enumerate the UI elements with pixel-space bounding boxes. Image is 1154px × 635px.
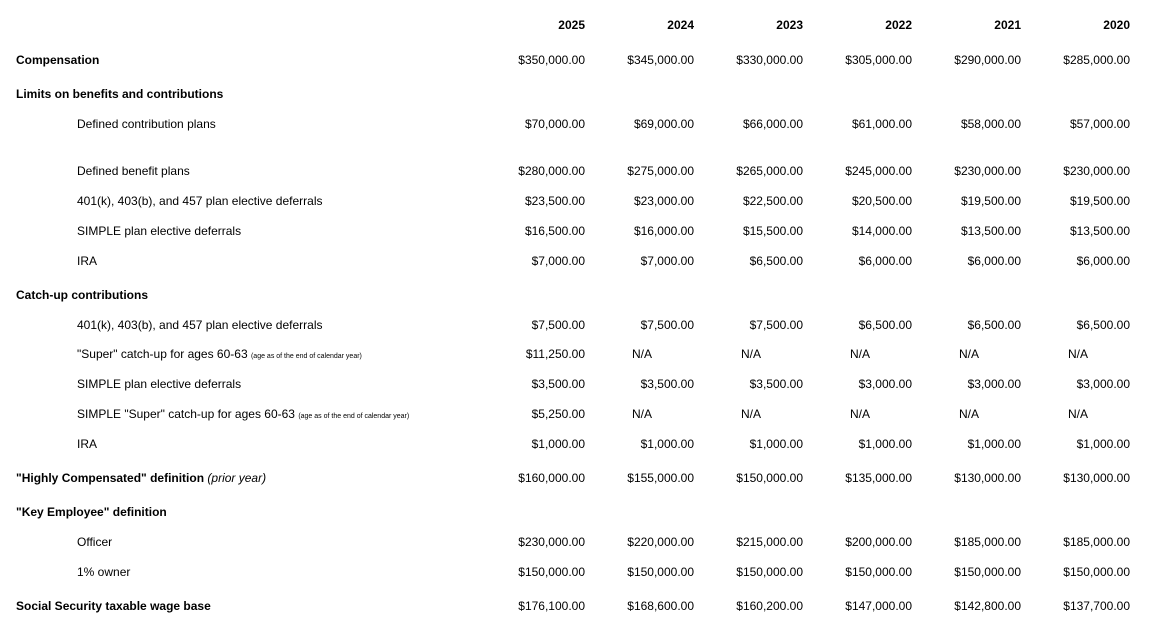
table-cell: $1,000.00 — [749, 437, 803, 451]
table-cell: N/A — [741, 407, 762, 421]
table-cell: $3,000.00 — [967, 377, 1021, 391]
table-cell: $13,500.00 — [1069, 224, 1130, 238]
table-cell: $16,000.00 — [633, 224, 694, 238]
row-label: Defined benefit plans — [77, 164, 190, 178]
table-cell: $345,000.00 — [627, 53, 694, 67]
table-cell: $230,000.00 — [954, 164, 1021, 178]
table-cell: $215,000.00 — [736, 535, 803, 549]
table-cell: $3,000.00 — [1076, 377, 1130, 391]
row-label: 1% owner — [77, 565, 131, 579]
row-label: SIMPLE plan elective deferrals — [77, 224, 242, 238]
section-header-limits — [0, 85, 1154, 103]
row-label: SIMPLE plan elective deferrals — [77, 377, 242, 391]
year-header: 2025 — [558, 18, 585, 32]
table-cell: $6,500.00 — [749, 254, 803, 268]
table-cell: $70,000.00 — [524, 117, 585, 131]
section-header-key-employee — [0, 503, 1154, 521]
table-cell: N/A — [741, 347, 762, 361]
row-label: IRA — [77, 437, 98, 451]
table-cell: $23,000.00 — [633, 194, 694, 208]
table-row-compensation — [0, 51, 1154, 69]
row-label: Social Security taxable wage base — [16, 599, 211, 613]
table-cell: N/A — [959, 407, 980, 421]
row-label: Compensation — [16, 53, 100, 67]
row-label-note: (age as of the end of calendar year) — [298, 413, 410, 420]
table-cell: $3,500.00 — [531, 377, 585, 391]
table-row-super-catchup — [0, 345, 1154, 363]
table-cell: $160,000.00 — [518, 471, 585, 485]
table-cell: $285,000.00 — [1063, 53, 1130, 67]
table-cell: $61,000.00 — [851, 117, 912, 131]
table-row-defined-benefit — [0, 162, 1154, 180]
table-cell: $200,000.00 — [845, 535, 912, 549]
table-cell: $3,500.00 — [640, 377, 694, 391]
table-cell: N/A — [1068, 347, 1089, 361]
table-row-simple-deferrals — [0, 222, 1154, 240]
table-cell: $142,800.00 — [954, 599, 1021, 613]
table-cell: $66,000.00 — [742, 117, 803, 131]
table-row-ira — [0, 252, 1154, 270]
table-cell: $11,250.00 — [525, 347, 585, 361]
table-cell: $7,000.00 — [531, 254, 585, 268]
section-title: Limits on benefits and contributions — [16, 87, 224, 101]
table-cell: $22,500.00 — [742, 194, 803, 208]
table-cell: $3,500.00 — [749, 377, 803, 391]
table-cell: $305,000.00 — [845, 53, 912, 67]
table-cell: $69,000.00 — [633, 117, 694, 131]
table-cell: $280,000.00 — [518, 164, 585, 178]
table-cell: $130,000.00 — [954, 471, 1021, 485]
table-cell: $150,000.00 — [1063, 565, 1130, 579]
table-cell: $15,500.00 — [742, 224, 803, 238]
table-cell: $185,000.00 — [954, 535, 1021, 549]
row-label-note: (age as of the end of calendar year) — [250, 353, 362, 360]
table-cell: $3,000.00 — [858, 377, 912, 391]
table-row-catchup-simple — [0, 375, 1154, 393]
table-row-highly-compensated — [0, 469, 1154, 487]
table-cell: $57,000.00 — [1069, 117, 1130, 131]
table-cell: $230,000.00 — [518, 535, 585, 549]
table-cell: $23,500.00 — [524, 194, 585, 208]
table-cell: N/A — [632, 407, 653, 421]
table-cell: $5,250.00 — [531, 407, 585, 421]
section-title: Catch-up contributions — [16, 288, 148, 302]
table-cell: $150,000.00 — [736, 565, 803, 579]
year-header-row — [0, 16, 1154, 34]
table-cell: $20,500.00 — [851, 194, 912, 208]
table-cell: $19,500.00 — [960, 194, 1021, 208]
table-cell: $220,000.00 — [627, 535, 694, 549]
table-cell: $185,000.00 — [1063, 535, 1130, 549]
table-row-simple-super-catchup — [0, 405, 1154, 423]
table-cell: $6,000.00 — [967, 254, 1021, 268]
table-cell: $135,000.00 — [845, 471, 912, 485]
row-label-text: "Highly Compensated" definition — [16, 471, 205, 485]
table-cell: $6,500.00 — [858, 318, 912, 332]
row-label: Officer — [77, 535, 113, 549]
table-cell: $176,100.00 — [518, 599, 585, 613]
row-label — [77, 405, 409, 426]
table-cell: $150,000.00 — [954, 565, 1021, 579]
table-cell: $137,700.00 — [1063, 599, 1130, 613]
row-label-text: "Super" catch-up for ages 60-63 — [77, 347, 248, 361]
table-cell: $245,000.00 — [845, 164, 912, 178]
row-label-qualifier: (prior year) — [207, 471, 267, 485]
table-cell: $19,500.00 — [1069, 194, 1130, 208]
table-cell: $160,200.00 — [736, 599, 803, 613]
table-row-one-percent-owner — [0, 563, 1154, 581]
table-cell: $6,500.00 — [1076, 318, 1130, 332]
table-cell: $290,000.00 — [954, 53, 1021, 67]
table-cell: $7,000.00 — [640, 254, 694, 268]
table-cell: $1,000.00 — [858, 437, 912, 451]
table-cell: $155,000.00 — [627, 471, 694, 485]
section-header-catchup — [0, 286, 1154, 304]
table-cell: $1,000.00 — [531, 437, 585, 451]
year-header: 2022 — [885, 18, 912, 32]
table-row-catchup-ira — [0, 435, 1154, 453]
row-label — [77, 345, 362, 366]
table-cell: $275,000.00 — [627, 164, 694, 178]
row-label: 401(k), 403(b), and 457 plan elective deferrals — [77, 194, 323, 208]
table-cell: $7,500.00 — [640, 318, 694, 332]
table-cell: $1,000.00 — [640, 437, 694, 451]
year-header: 2023 — [776, 18, 803, 32]
year-header: 2021 — [994, 18, 1021, 32]
table-cell: $350,000.00 — [518, 53, 585, 67]
table-cell: $150,000.00 — [518, 565, 585, 579]
table-cell: $6,000.00 — [1076, 254, 1130, 268]
table-cell: $13,500.00 — [960, 224, 1021, 238]
table-cell: $150,000.00 — [845, 565, 912, 579]
row-label: IRA — [77, 254, 98, 268]
table-cell: $147,000.00 — [845, 599, 912, 613]
table-cell: $6,000.00 — [858, 254, 912, 268]
table-cell: $1,000.00 — [1076, 437, 1130, 451]
table-row-catchup-elective — [0, 316, 1154, 334]
table-cell: N/A — [1068, 407, 1089, 421]
table-cell: $168,600.00 — [627, 599, 694, 613]
table-cell: $6,500.00 — [967, 318, 1021, 332]
table-cell: $330,000.00 — [736, 53, 803, 67]
table-cell: $58,000.00 — [960, 117, 1021, 131]
table-cell: $150,000.00 — [736, 471, 803, 485]
year-header: 2024 — [667, 18, 694, 32]
table-cell: $150,000.00 — [627, 565, 694, 579]
table-cell: $16,500.00 — [524, 224, 585, 238]
table-cell: N/A — [632, 347, 653, 361]
table-cell: N/A — [850, 407, 871, 421]
table-cell: $14,000.00 — [851, 224, 912, 238]
row-label: Defined contribution plans — [77, 117, 216, 131]
table-cell: N/A — [959, 347, 980, 361]
table-cell: N/A — [850, 347, 871, 361]
row-label-text: SIMPLE "Super" catch-up for ages 60-63 — [77, 407, 295, 421]
table-row-elective-deferrals — [0, 192, 1154, 210]
row-label — [16, 469, 266, 487]
row-label: 401(k), 403(b), and 457 plan elective deferrals — [77, 318, 323, 332]
table-row-ss-wage-base — [0, 597, 1154, 615]
table-cell: $7,500.00 — [531, 318, 585, 332]
table-cell: $7,500.00 — [749, 318, 803, 332]
table-cell: $130,000.00 — [1063, 471, 1130, 485]
section-title: "Key Employee" definition — [16, 505, 167, 519]
table-cell: $230,000.00 — [1063, 164, 1130, 178]
table-row-officer — [0, 533, 1154, 551]
table-cell: $265,000.00 — [736, 164, 803, 178]
table-row-defined-contribution — [0, 115, 1154, 133]
year-header: 2020 — [1103, 18, 1130, 32]
table-cell: $1,000.00 — [967, 437, 1021, 451]
